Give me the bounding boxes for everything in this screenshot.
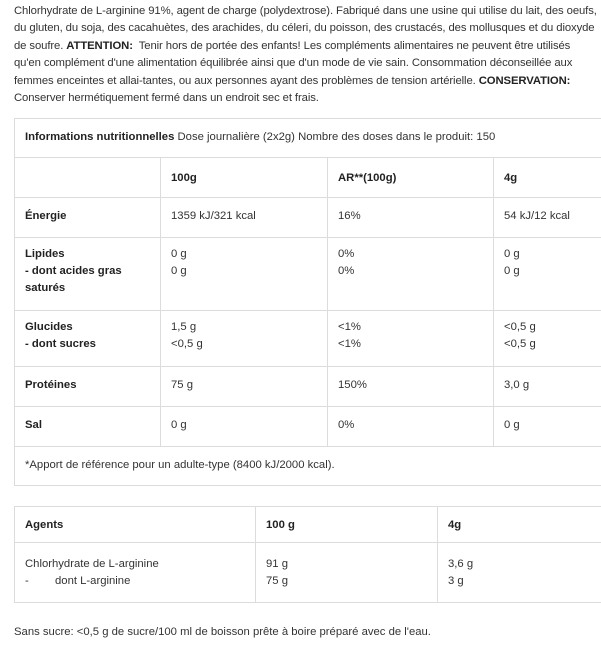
- table-row: [15, 197, 601, 238]
- nutrition-title: Informations nutritionnelles: [25, 131, 175, 143]
- value-ar: 16%: [338, 210, 361, 222]
- value-100g-sub: 0 g: [171, 265, 187, 277]
- row-label-lipides: Lipides: [25, 248, 65, 260]
- agent-sublabel: dont L-arginine: [55, 575, 131, 587]
- nutrition-columns-row: [15, 157, 601, 198]
- nutrition-table-header: [15, 119, 601, 158]
- agents-header-row: [15, 507, 601, 543]
- value-ar: 0%: [338, 419, 355, 431]
- value-ar-sub: <1%: [338, 338, 361, 350]
- value-4g: 0 g: [504, 248, 520, 260]
- table-row: [15, 366, 601, 407]
- row-label-energie: Énergie: [25, 210, 67, 222]
- row-label-glucides: Glucides: [25, 321, 73, 333]
- agent-label: Chlorhydrate de L-arginine: [25, 558, 159, 570]
- agent-value-100g-sub: 75 g: [266, 575, 288, 587]
- value-100g-sub: <0,5 g: [171, 338, 203, 350]
- column-header-ar: AR**(100g): [338, 172, 397, 184]
- sugar-free-note: Sans sucre: <0,5 g de sucre/100 ml de boisson prête à boire préparé avec de l'eau.: [14, 626, 431, 638]
- agents-column-4g: 4g: [448, 519, 462, 531]
- value-ar: 0%: [338, 248, 355, 260]
- agents-column-100g: 100 g: [266, 519, 295, 531]
- row-sublabel-satures: saturés: [25, 282, 66, 294]
- table-cell: [15, 157, 160, 197]
- row-label-sal: Sal: [25, 419, 42, 431]
- value-4g-sub: 0 g: [504, 265, 520, 277]
- agent-value-4g-sub: 3 g: [448, 575, 464, 587]
- agents-table: [14, 506, 601, 603]
- value-4g: 54 kJ/12 kcal: [504, 210, 570, 222]
- conservation-text: Conserver hermétiquement fermé dans un endroit sec et frais.: [14, 92, 319, 105]
- value-100g: 1,5 g: [171, 321, 197, 333]
- value-100g: 0 g: [171, 248, 187, 260]
- column-header-4g: 4g: [504, 172, 518, 184]
- agent-value-100g: 91 g: [266, 558, 288, 570]
- nutrition-subtitle: Dose journalière (2x2g) Nombre des doses dans le produit: 150: [177, 131, 496, 143]
- row-sublabel-acides-gras: - dont acides gras: [25, 265, 122, 277]
- value-100g: 0 g: [171, 419, 187, 431]
- attention-label: ATTENTION:: [66, 39, 133, 52]
- column-header-100g: 100g: [171, 172, 197, 184]
- table-row: [15, 237, 601, 311]
- product-description: [14, 3, 598, 107]
- row-sublabel-sucres: - dont sucres: [25, 338, 96, 350]
- table-row: [15, 406, 601, 447]
- table-row: [15, 542, 601, 602]
- value-4g-sub: <0,5 g: [504, 338, 536, 350]
- value-4g: 0 g: [504, 419, 520, 431]
- agent-sub-dash: -: [25, 575, 29, 587]
- ingredients-text: Chlorhydrate de L-arginine 91%, agent de charge (polydextrose). Fabriqué dans une usine qui utilise du lait, des oeufs, du gluten, du soja, des cacahuètes, des arachides, du céleri, du poisson, des crustacés, des mollusques et du dioxyde de soufre.: [14, 5, 597, 52]
- conservation-label: CONSERVATION:: [478, 74, 571, 87]
- value-ar: 150%: [338, 379, 367, 391]
- nutrition-table: [14, 118, 601, 486]
- attention-text: Tenir hors de portée des enfants! Les compléments alimentaires ne peuvent être utilisés qu'en complément d'une alimentation équilibrée ainsi que d'un mode de vie sain. Consommation déconseillée aux femmes enceintes et allai-tantes, ou aux personnes ayant des problèmes de tension artérielle.: [14, 39, 573, 87]
- nutrition-footnote: *Apport de référence pour un adulte-type (8400 kJ/2000 kcal).: [25, 459, 335, 471]
- row-label-proteines: Protéines: [25, 379, 77, 391]
- value-ar: <1%: [338, 321, 361, 333]
- table-row: [15, 310, 601, 367]
- value-4g: 3,0 g: [504, 379, 530, 391]
- value-100g: 75 g: [171, 379, 193, 391]
- agents-column-header: Agents: [25, 519, 64, 531]
- agent-value-4g: 3,6 g: [448, 558, 474, 570]
- value-4g: <0,5 g: [504, 321, 536, 333]
- value-100g: 1359 kJ/321 kcal: [171, 210, 256, 222]
- value-ar-sub: 0%: [338, 265, 355, 277]
